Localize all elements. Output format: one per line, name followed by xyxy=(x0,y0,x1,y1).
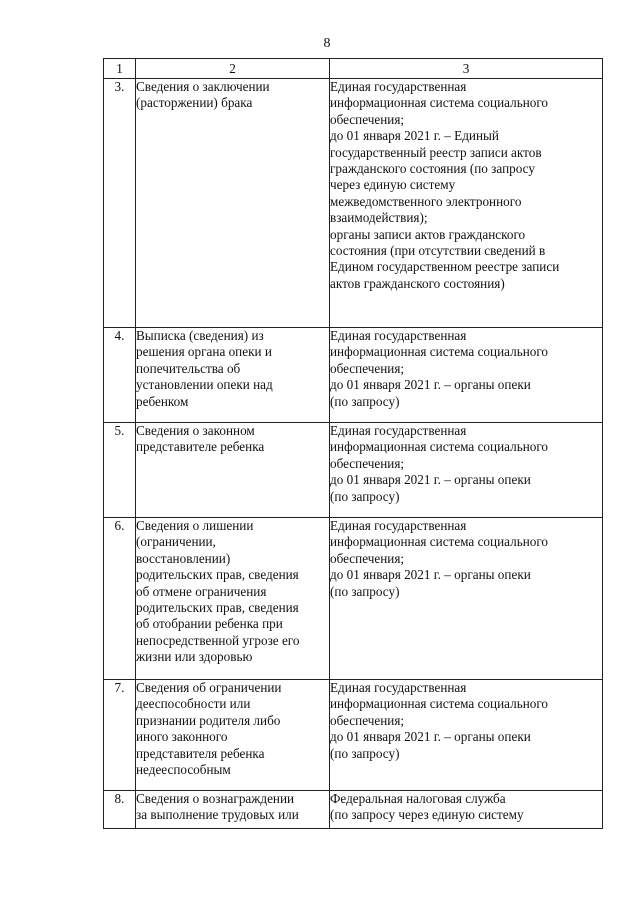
table-row xyxy=(104,518,603,680)
row-number: 8. xyxy=(104,791,136,829)
row-source: Единая государственная информационная система социального обеспечения; до 01 января 2021 г. – органы опеки (по запросу) xyxy=(330,328,603,423)
row-source: Единая государственная информационная система социального обеспечения; до 01 января 2021 г. – органы опеки (по запросу) xyxy=(330,518,603,680)
row-source: Единая государственная информационная система социального обеспечения; до 01 января 2021 г. – Единый государственный реестр записи актов гражданского состояния (по запросу через единую систему межведомственного электронного взаимодействия); органы записи актов гражданского состояния (при отсутствии сведений в Едином государственном реестре записи актов гражданского состояния) xyxy=(330,79,603,328)
row-source: Единая государственная информационная система социального обеспечения; до 01 января 2021 г. – органы опеки (по запросу) xyxy=(330,680,603,791)
row-information: Сведения о законном представителе ребенка xyxy=(136,423,330,518)
row-number: 3. xyxy=(104,79,136,328)
table-row xyxy=(104,79,603,328)
row-source: Единая государственная информационная система социального обеспечения; до 01 января 2021 г. – органы опеки (по запросу) xyxy=(330,423,603,518)
row-number: 5. xyxy=(104,423,136,518)
row-number: 6. xyxy=(104,518,136,680)
row-information: Сведения о вознаграждении за выполнение трудовых или xyxy=(136,791,330,829)
row-information: Выписка (сведения) из решения органа опеки и попечительства об установлении опеки над ребенком xyxy=(136,328,330,423)
column-header-information: 2 xyxy=(136,59,330,79)
row-information: Сведения о заключении (расторжении) брака xyxy=(136,79,330,328)
table-row xyxy=(104,680,603,791)
row-information: Сведения об ограничении дееспособности или признании родителя либо иного законного представителя ребенка недееспособным xyxy=(136,680,330,791)
page-number: 8 xyxy=(323,36,331,51)
row-source: Федеральная налоговая служба (по запросу через единую систему xyxy=(330,791,603,829)
row-number: 7. xyxy=(104,680,136,791)
table-row xyxy=(104,423,603,518)
row-number: 4. xyxy=(104,328,136,423)
column-header-number: 1 xyxy=(104,59,136,79)
table-header-row xyxy=(104,59,603,79)
table-row xyxy=(104,791,603,829)
row-information: Сведения о лишении (ограничении, восстановлении) родительских прав, сведения об отмене ограничения родительских прав, сведения об отобрании ребенка при непосредственной угрозе его жизни или здоровью xyxy=(136,518,330,680)
column-header-source: 3 xyxy=(330,59,603,79)
table-row xyxy=(104,328,603,423)
document-table xyxy=(103,58,603,829)
